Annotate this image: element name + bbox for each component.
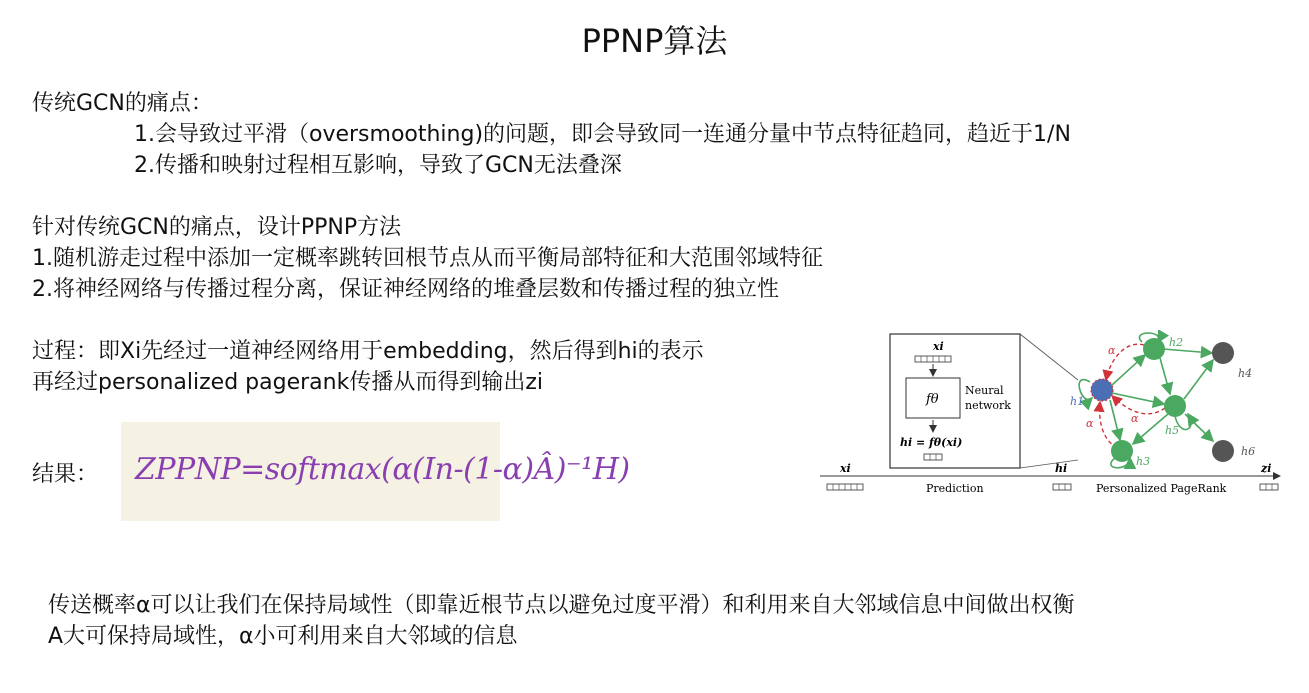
ppnp-heading: 针对传统GCN的痛点，设计PPNP方法 <box>32 215 402 240</box>
prediction-box <box>890 334 1020 468</box>
pain-point-2: 2.传播和映射过程相互影响，导致了GCN无法叠深 <box>134 153 622 178</box>
node-h2 <box>1143 338 1165 360</box>
input-label: xi <box>840 462 851 475</box>
node-h3-label: h3 <box>1136 455 1151 468</box>
node-h1 <box>1091 379 1113 401</box>
function-label: fθ <box>926 392 939 407</box>
node-h5 <box>1164 395 1186 417</box>
process-line-1: 过程：即Xi先经过一道神经网络用于embedding，然后得到hi的表示 <box>32 339 704 364</box>
process-line-2: 再经过personalized pagerank传播从而得到输出zi <box>32 370 543 395</box>
ppnp-point-1: 1.随机游走过程中添加一定概率跳转回根节点从而平衡局部特征和大范围邻域特征 <box>32 246 823 271</box>
alpha-label-middle: α <box>1131 412 1139 425</box>
network-label-1: Neural <box>965 384 1004 397</box>
alpha-label-left: α <box>1086 417 1094 430</box>
box-input-label: xi <box>933 340 944 353</box>
node-h2-label: h2 <box>1169 336 1184 349</box>
footer-line-2: A大可保持局域性，α小可利用来自大邻域的信息 <box>48 624 518 649</box>
hidden-vector-icon <box>924 454 942 460</box>
result-label: 结果： <box>32 462 99 487</box>
node-h5-label: h5 <box>1165 424 1180 437</box>
pain-point-1: 1.会导致过平滑（oversmoothing)的问题，即会导致同一连通分量中节点特征趋同，趋近于1/N <box>134 122 1071 147</box>
pain-points-heading: 传统GCN的痛点： <box>32 91 213 116</box>
input-vector-icon <box>827 484 863 490</box>
footer-line-1: 传送概率α可以让我们在保持局域性（即靠近根节点以避免过度平滑）和利用来自大邻域信息中间做出权衡 <box>48 593 1075 618</box>
node-h1-label: h1 <box>1070 395 1085 408</box>
hidden-vector-icon <box>1053 484 1071 490</box>
node-h4 <box>1212 342 1234 364</box>
input-vector-icon <box>915 356 951 362</box>
handwritten-formula-image <box>121 422 630 521</box>
node-h3 <box>1111 440 1133 462</box>
ppnp-architecture-diagram <box>820 330 1290 510</box>
ppnp-point-2: 2.将神经网络与传播过程分离，保证神经网络的堆叠层数和传播过程的独立性 <box>32 277 779 302</box>
node-h4-label: h4 <box>1238 367 1253 380</box>
hidden-label: hi <box>1055 462 1068 475</box>
page-title: PPNP算法 <box>581 22 728 60</box>
output-label: zi <box>1261 462 1272 475</box>
node-h6 <box>1212 440 1234 462</box>
handwritten-formula: ZPPNP=softmax(α(In-(1-α)Â)⁻¹H) <box>135 452 630 487</box>
network-label-2: network <box>965 399 1011 412</box>
prediction-label: Prediction <box>926 482 984 495</box>
pagerank-label: Personalized PageRank <box>1096 482 1227 495</box>
equation-label: hi = fθ(xi) <box>900 436 963 449</box>
node-h6-label: h6 <box>1241 445 1256 458</box>
output-vector-icon <box>1260 484 1278 490</box>
alpha-label-top: α <box>1108 344 1116 357</box>
